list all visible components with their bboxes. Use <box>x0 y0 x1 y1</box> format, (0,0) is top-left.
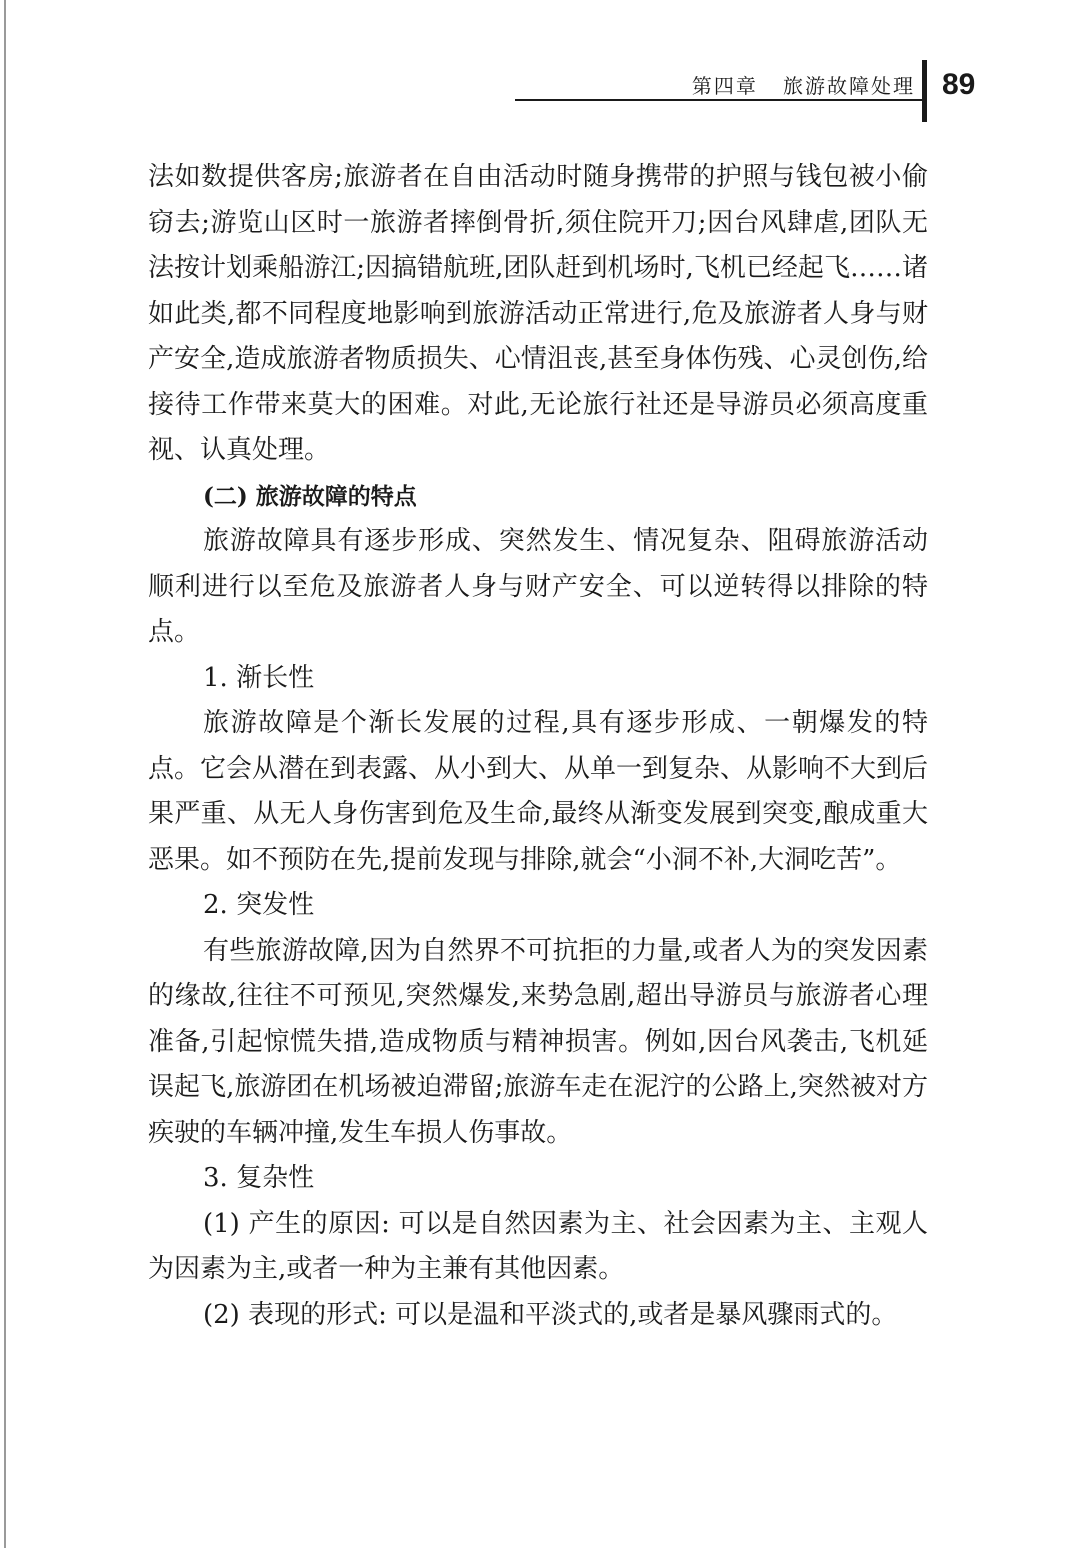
item-heading-sudden: 2. 突发性 <box>203 890 315 920</box>
chapter-title: 第四章 旅游故障处理 <box>691 74 915 98</box>
paragraph-sudden: 有些旅游故障,因为自然界不可抗拒的力量,或者人为的突发因素的缘故,往往不可预见,突然爆发,来势急剧,超出导游员与旅游者心理准备,引起惊慌失措,造成物质与精神损害。例如,因台风袭击,飞机延误起飞,旅游团在机场被迫滞留;旅游车走在泥泞的公路上,突然被对方疾驶的车辆冲撞,发生车损人伤事故。 <box>148 935 928 1148</box>
header-underline <box>515 99 922 101</box>
paragraph-causes: (1) 产生的原因: 可以是自然因素为主、社会因素为主、主观人为因素为主,或者一种为主兼有其他因素。 <box>148 1208 928 1284</box>
paragraph-gradual: 旅游故障是个渐长发展的过程,具有逐步形成、一朝爆发的特点。它会从潜在到表露、从小到大、从单一到复杂、从影响不大到后果严重、从无人身伤害到危及生命,最终从渐变发展到突变,酿成重大恶果。如不预防在先,提前发现与排除,就会“小洞不补,大洞吃苦”。 <box>148 708 929 875</box>
running-header <box>0 0 1080 130</box>
page-number: 89 <box>942 68 976 101</box>
page-edge-rule <box>4 0 6 1548</box>
header-divider-bar <box>922 60 927 122</box>
section-heading-features: (二) 旅游故障的特点 <box>203 482 417 510</box>
paragraph-forms: (2) 表现的形式: 可以是温和平淡式的,或者是暴风骤雨式的。 <box>203 1299 898 1330</box>
page-body <box>148 155 928 1338</box>
item-heading-gradual: 1. 渐长性 <box>203 662 315 693</box>
paragraph-continuation: 法如数提供客房;旅游者在自由活动时随身携带的护照与钱包被小偷窃去;游览山区时一旅游者摔倒骨折,须住院开刀;因台风肆虐,团队无法按计划乘船游江;因搞错航班,团队赶到机场时,飞机已经起飞……诸如此类,都不同程度地影响到旅游活动正常进行,危及旅游者人身与财产安全,造成旅游者物质损失、心情沮丧,甚至身体伤残、心灵创伤,给接待工作带来莫大的困难。对此,无论旅行社还是导游员必须高度重视、认真处理。 <box>148 162 928 465</box>
paragraph-features-intro: 旅游故障具有逐步形成、突然发生、情况复杂、阻碍旅游活动顺利进行以至危及旅游者人身与财产安全、可以逆转得以排除的特点。 <box>148 526 928 647</box>
item-heading-complex: 3. 复杂性 <box>203 1163 315 1193</box>
